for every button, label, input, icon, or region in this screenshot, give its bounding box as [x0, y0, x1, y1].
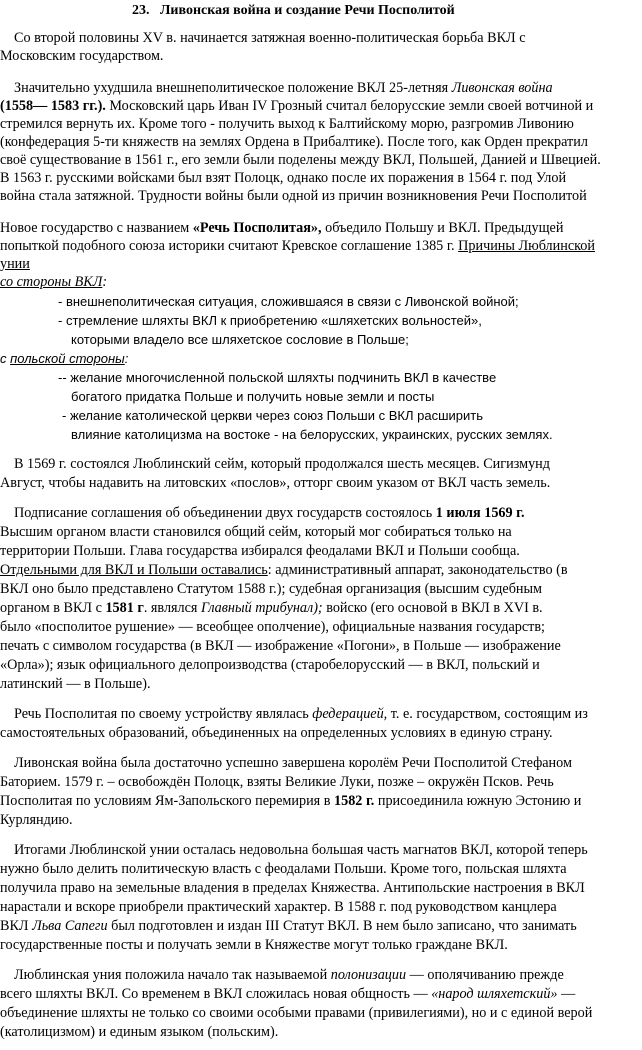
text-run: латинский — в Польше). — [0, 676, 151, 692]
text-line — [0, 543, 520, 560]
text-run: стремился вернуть их. Кроме того - получить выход к Балтийскому морю, разгромив Ливонию — [0, 116, 574, 132]
text-line — [71, 388, 434, 405]
text-run: . являлся — [143, 600, 201, 616]
text-run: которыми владело все шляхетское сословие в Польше; — [71, 332, 409, 347]
text-line — [58, 369, 496, 386]
text-line — [0, 619, 545, 636]
text-run: В 1569 г. состоялся Люблинский сейм, который продолжался шесть месяцев. Сигизмунд — [14, 456, 550, 472]
text-run: со стороны ВКЛ — [0, 274, 103, 290]
text-line — [0, 600, 543, 617]
text-run: Речь Посполитая по своему устройству являлась — [14, 706, 313, 722]
text-run: попыткой подобного союза историки считают Кревское соглашение 1385 г. — [0, 238, 459, 254]
text-line — [0, 899, 557, 916]
text-line — [14, 967, 564, 984]
text-run: Посполитая по условиям Ям-Запольского перемирия в — [0, 793, 335, 809]
text-line — [14, 80, 553, 97]
text-run: (1558— 1583 гг.). — [0, 98, 106, 114]
text-line — [62, 407, 483, 424]
text-run: получила право на земельные владения в пределах Княжества. Антипольские настроения в ВКЛ — [0, 880, 585, 896]
text-run: всего шляхты ВКЛ. Со временем в ВКЛ сложилась новая общность — — [0, 986, 432, 1002]
text-line — [58, 293, 519, 310]
text-run: В 1563 г. русскими войсками был взят Полоцк, однако после их поражения в 1564 г. под Улой — [0, 170, 567, 186]
text-run: был подготовлен и издан III Статут ВКЛ. В нем было записано, что занимать — [107, 918, 577, 934]
text-run: печать с символом государства (в ВКЛ — изображение «Погони», в Польше — изображение — [0, 638, 561, 654]
section-title: Ливонская война и создание Речи Посполитой — [160, 3, 455, 18]
text-run: органом в ВКЛ с — [0, 600, 106, 616]
text-run: Люблинская уния положила начало так называемой — [14, 967, 331, 983]
text-run: польской стороны — [10, 351, 125, 366]
text-run: - внешнеполитическая ситуация, сложившаяся в связи с Ливонской войной; — [58, 294, 519, 309]
text-run: (конфедерация 5-ти княжеств на землях Ордена в Прибалтике). После того, как Орден прекратил — [0, 134, 588, 150]
text-line — [0, 581, 542, 598]
text-run: Подписание соглашения об объединении двух государств состоялось — [14, 505, 436, 521]
text-run: т. е. государством, состоящим из — [387, 706, 588, 722]
text-line — [0, 725, 553, 742]
text-line — [0, 937, 508, 954]
text-run: -- желание многочисленной польской шляхты подчинить ВКЛ в качестве — [58, 370, 497, 385]
text-run: Отдельными для ВКЛ и Польши оставались — [0, 562, 268, 578]
text-line — [0, 238, 595, 255]
text-run: богатого придатка Польше и получить новые земли и посты — [71, 389, 435, 404]
text-run: Высшим органом власти становился общий сейм, который мог собираться только на — [0, 524, 512, 540]
text-run: «народ шляхетский» — [431, 986, 558, 1002]
text-run: войско (его основой в ВКЛ в XVI в. — [322, 600, 543, 616]
text-run: 1581 г — [105, 600, 144, 616]
text-run: : — [124, 351, 129, 366]
text-run: федерацией, — [312, 706, 388, 722]
text-line — [0, 657, 540, 674]
text-run: Баторием. 1579 г. – освобождён Полоцк, взяты Великие Луки, позже – окружён Псков. Речь — [0, 774, 554, 790]
text-run: Московский царь Иван IV Грозный считал белорусские земли своей вотчиной и — [105, 98, 594, 114]
text-run: 1 июля 1569 г. — [435, 505, 525, 521]
text-line — [0, 562, 568, 579]
text-run: Причины Люблинской — [458, 238, 595, 254]
text-run: — — [557, 986, 576, 1002]
text-line — [0, 350, 128, 367]
text-run: (католицизмом) и единым языком (польским). — [0, 1024, 279, 1040]
text-line — [14, 706, 588, 723]
text-run: Значительно ухудшила внешнеполитическое положение ВКЛ 25-летняя — [14, 80, 452, 96]
text-line — [0, 256, 30, 273]
text-run: - стремление шляхты ВКЛ к приобретению «шляхетских вольностей», — [58, 313, 482, 328]
text-line — [0, 1005, 592, 1022]
text-run: Московским государством. — [0, 48, 164, 64]
text-run: полонизации — [330, 967, 407, 983]
text-line — [14, 456, 550, 473]
text-line — [14, 755, 572, 772]
text-run: нужно было делить политическую власть с феодалами Польши. Кроме того, польская шляхта — [0, 861, 567, 877]
text-run: объединение шляхты не только со своими особыми правами (привилегиями), но и с единой верой — [0, 1005, 593, 1021]
text-run: присоединила южную Эстонию и — [374, 793, 582, 809]
text-run: «Речь Посполитая», — [192, 220, 322, 236]
text-run: — ополячиванию прежде — [406, 967, 564, 983]
text-line — [0, 116, 574, 133]
text-run: Курляндию. — [0, 812, 73, 828]
text-line — [0, 274, 107, 291]
text-run: Август, чтобы надавить на литовских «послов», отторг своим указом от ВКЛ часть земель. — [0, 475, 551, 491]
text-run: ВКЛ — [0, 918, 33, 934]
text-run: влияние католицизма на востоке - на белорусских, украинских, русских землях. — [71, 427, 553, 442]
text-run: территории Польши. Глава государства избирался феодалами ВКЛ и Польши сообща. — [0, 543, 520, 559]
text-line — [0, 98, 593, 115]
text-run: объедило Польшу и ВКЛ. Предыдущей — [321, 220, 564, 236]
text-run: Главный трибунал); — [201, 600, 323, 616]
text-run: Новое государство с названием — [0, 220, 193, 236]
text-line — [0, 638, 561, 655]
text-run: : — [102, 274, 108, 290]
text-line — [14, 842, 588, 859]
text-line — [0, 793, 581, 810]
text-line — [0, 774, 554, 791]
text-run: Со второй половины XV в. начинается затяжная военно-политическая борьба ВКЛ с — [14, 30, 526, 46]
text-line — [0, 524, 512, 541]
text-run: государственные посты и получать земли в Княжестве могут только граждане ВКЛ. — [0, 937, 508, 953]
text-line — [0, 134, 588, 151]
text-line — [0, 188, 587, 205]
text-line — [0, 812, 73, 829]
text-run: 1582 г. — [334, 793, 375, 809]
text-line — [0, 475, 550, 492]
text-run: ВКЛ оно было представлено Статутом 1588 г.); судебная организация (высшим судебным — [0, 581, 543, 597]
text-run: унии — [0, 256, 30, 272]
text-line — [58, 312, 482, 329]
text-line — [0, 1024, 278, 1041]
text-run: самостоятельных образований, объединенных на определенных условиях в единую страну. — [0, 725, 553, 741]
text-line — [14, 505, 525, 522]
text-run: война стала затяжной. Трудности войны были одной из причин возникновения Речи Посполитой — [0, 188, 587, 204]
text-run: «Орла»); язык официального делопроизводства (старобелорусский — в ВКЛ, польский и — [0, 657, 540, 673]
text-line — [0, 170, 566, 187]
text-run: с — [0, 351, 11, 366]
text-line — [0, 48, 163, 65]
text-line — [0, 220, 563, 237]
section-heading — [132, 2, 455, 19]
text-run: - желание католической церкви через союз Польши с ВКЛ расширить — [62, 408, 483, 423]
text-line — [14, 30, 526, 47]
section-number: 23. — [132, 3, 150, 18]
text-line — [0, 986, 575, 1003]
text-line — [0, 861, 567, 878]
text-run: своё существование в 1561 г., его земли были поделены между ВКЛ, Польшей, Данией и Швецией. — [0, 152, 601, 168]
text-line — [0, 676, 151, 693]
text-run: нарастали и вскоре приобрели практический характер. В 1588 г. под руководством канцлера — [0, 899, 557, 915]
text-run: Ливонская война была достаточно успешно завершена королём Речи Посполитой Стефаном — [14, 755, 572, 771]
text-run: Ливонская война — [451, 80, 553, 96]
text-run: было «посполитое рушение» — всеобщее ополчение), официальные названия государств; — [0, 619, 545, 635]
text-line — [71, 426, 553, 443]
text-run: Льва Сапеги — [32, 918, 108, 934]
text-line — [0, 918, 577, 935]
text-line — [0, 152, 601, 169]
text-run: : административный аппарат, законодательство (в — [267, 562, 568, 578]
text-run: Итогами Люблинской унии осталась недовольна большая часть магнатов ВКЛ, которой теперь — [14, 842, 588, 858]
text-line — [0, 880, 585, 897]
text-line — [71, 331, 409, 348]
